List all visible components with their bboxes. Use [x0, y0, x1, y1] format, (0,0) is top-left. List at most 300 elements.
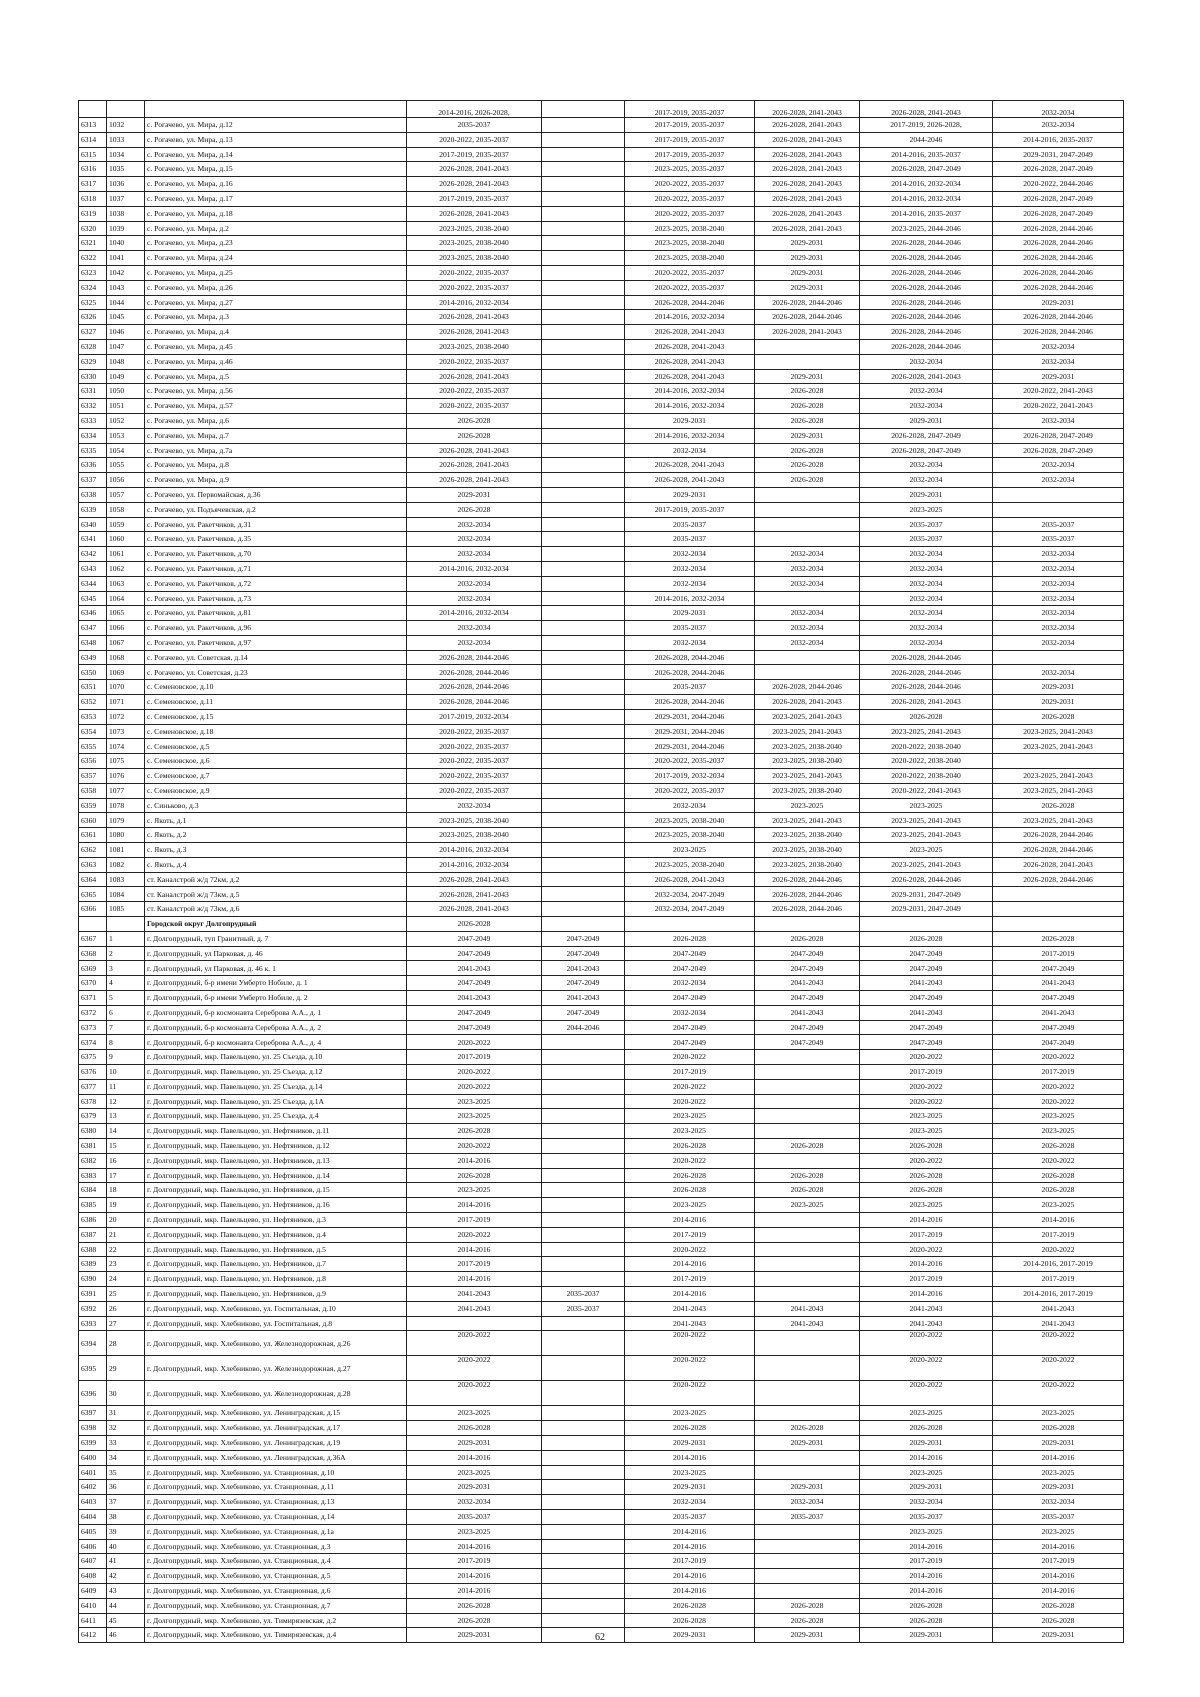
period-1-cell: 2017-2019, 2035-2037	[407, 191, 542, 206]
period-2-cell	[542, 872, 625, 887]
row-id-cell: 6370	[79, 976, 107, 991]
period-5-cell: 2041-2043	[860, 1316, 993, 1331]
period-6-cell: 2029-2031	[993, 1435, 1124, 1450]
period-5-cell: 2026-2028, 2044-2046	[860, 680, 993, 695]
period-6-cell: 2026-2028, 2044-2046	[993, 828, 1124, 843]
row-number-cell: 1068	[107, 650, 145, 665]
table-row	[79, 1124, 1124, 1139]
period-6-cell: 2029-2031	[993, 295, 1124, 310]
period-3-cell: 2014-2016, 2032-2034	[625, 399, 755, 414]
period-2-cell	[542, 339, 625, 354]
period-6-cell: 2032-2034	[993, 118, 1124, 133]
table-row	[79, 369, 1124, 384]
table-row	[79, 517, 1124, 532]
period-6-cell: 2023-2025	[993, 1124, 1124, 1139]
period-3-cell: 2023-2025	[625, 1465, 755, 1480]
period-1-cell: 2014-2016	[407, 1450, 542, 1465]
period-3-cell: 2026-2028, 2041-2043	[625, 354, 755, 369]
row-id-cell: 6408	[79, 1569, 107, 1584]
period-6-cell: 2047-2049	[993, 991, 1124, 1006]
row-id-cell: 6342	[79, 547, 107, 562]
period-4-cell: 2032-2034	[755, 606, 860, 621]
row-id-cell: 6373	[79, 1020, 107, 1035]
period-5-cell: 2023-2025, 2041-2043	[860, 857, 993, 872]
period-3-cell: 2017-2019	[625, 1272, 755, 1287]
row-id-cell: 6394	[79, 1331, 107, 1356]
row-id-cell: 6351	[79, 680, 107, 695]
period-5-cell: 2020-2022	[860, 1356, 993, 1381]
period-4-cell: 2023-2025, 2038-2040	[755, 754, 860, 769]
period-6-cell: 2032-2034	[993, 458, 1124, 473]
table-row	[79, 1005, 1124, 1020]
address-cell: с. Рогачево, ул. Мира, д.46	[145, 354, 407, 369]
period-5-cell: 2032-2034	[860, 606, 993, 621]
period-5-cell: 2026-2028, 2047-2049	[860, 443, 993, 458]
section-row	[79, 917, 1124, 932]
period-3-cell: 2017-2019, 2035-2037	[625, 132, 755, 147]
row-id-cell: 6337	[79, 473, 107, 488]
period-3-cell: 2026-2028, 2041-2043	[625, 872, 755, 887]
row-number-cell: 29	[107, 1356, 145, 1381]
period-5-cell: 2023-2025	[860, 502, 993, 517]
period-4-cell	[755, 1450, 860, 1465]
period-2-cell	[542, 665, 625, 680]
period-3-cell: 2035-2037	[625, 1509, 755, 1524]
address-cell: г. Долгопрудный, мкр. Павельцево, ул. 25 Съезда, д.14	[145, 1079, 407, 1094]
row-id-cell: 6314	[79, 132, 107, 147]
period-5-cell: 2029-2031, 2047-2049	[860, 887, 993, 902]
row-number-cell: 1078	[107, 798, 145, 813]
period-2-cell	[542, 1598, 625, 1613]
period-3-cell: 2032-2034, 2047-2049	[625, 887, 755, 902]
period-2-cell	[542, 724, 625, 739]
row-number-cell: 23	[107, 1257, 145, 1272]
period-1-cell: 2017-2019, 2032-2034	[407, 709, 542, 724]
table-row	[79, 1495, 1124, 1510]
period-4-cell: 2026-2028, 2044-2046	[755, 872, 860, 887]
address-cell: с. Рогачево, ул. Мира, д.12	[145, 118, 407, 133]
period-4-cell	[755, 591, 860, 606]
period-5-cell: 2026-2028, 2044-2046	[860, 265, 993, 280]
row-number-cell: 32	[107, 1421, 145, 1436]
period-1-cell: 2017-2019	[407, 1212, 542, 1227]
period-1-cell: 2032-2034	[407, 517, 542, 532]
period-4-cell: 2041-2043	[755, 1005, 860, 1020]
period-6-cell: 2032-2034	[993, 665, 1124, 680]
period-3-cell: 2017-2019, 2035-2037	[625, 502, 755, 517]
row-number-cell: 1036	[107, 177, 145, 192]
period-1-cell: 2020-2022, 2035-2037	[407, 132, 542, 147]
row-number-cell: 1073	[107, 724, 145, 739]
row-number-cell: 1064	[107, 591, 145, 606]
period-2-cell: 2041-2043	[542, 991, 625, 1006]
address-cell: г. Долгопрудный, мкр. Хлебниково, ул. Станционная, д.14	[145, 1509, 407, 1524]
address-cell: с. Рогачево, ул. Советская, д.23	[145, 665, 407, 680]
period-4-cell: 2026-2028, 2044-2046	[755, 902, 860, 917]
row-id-cell: 6393	[79, 1316, 107, 1331]
table-row	[79, 206, 1124, 221]
period-2-cell	[542, 132, 625, 147]
period-5-cell: 2047-2049	[860, 961, 993, 976]
row-number-cell: 44	[107, 1598, 145, 1613]
row-id-cell: 6323	[79, 265, 107, 280]
address-cell: г. Долгопрудный, мкр. Хлебниково, ул. Госпитальная, д.10	[145, 1301, 407, 1316]
period-4-cell	[755, 1257, 860, 1272]
row-number-cell: 1070	[107, 680, 145, 695]
period-5-cell: 2026-2028, 2044-2046	[860, 295, 993, 310]
row-number-cell: 45	[107, 1613, 145, 1628]
period-2-cell	[542, 1168, 625, 1183]
row-id-cell: 6384	[79, 1183, 107, 1198]
address-cell: ст. Каналстрой ж/д 73км, д.5	[145, 887, 407, 902]
period-2-cell	[542, 473, 625, 488]
table-row	[79, 798, 1124, 813]
period-6-cell: 2026-2028, 2047-2049	[993, 162, 1124, 177]
address-cell: г. Долгопрудный, мкр. Хлебниково, ул. Железнодорожная, д.28	[145, 1381, 407, 1406]
period-2-cell	[542, 621, 625, 636]
period-4-cell: 2029-2031	[755, 265, 860, 280]
address-cell: г. Долгопрудный, мкр. Хлебниково, ул. Ленинградская, д.17	[145, 1421, 407, 1436]
period-3-cell: 2026-2028, 2041-2043	[625, 369, 755, 384]
row-id-cell: 6403	[79, 1495, 107, 1510]
period-3-cell: 2026-2028	[625, 931, 755, 946]
row-id-cell: 6325	[79, 295, 107, 310]
period-1-cell: 2014-2016	[407, 1242, 542, 1257]
address-cell: с. Рогачево, ул. Ракетчиков, д.31	[145, 517, 407, 532]
period-4-cell: 2032-2034	[755, 635, 860, 650]
period-2-cell	[542, 251, 625, 266]
period-6-cell: 2023-2025, 2041-2043	[993, 724, 1124, 739]
period-3-cell: 2017-2019	[625, 1227, 755, 1242]
row-id-cell: 6358	[79, 783, 107, 798]
period-6-cell: 2029-2031, 2047-2049	[993, 147, 1124, 162]
period-1-cell: 2020-2022	[407, 1138, 542, 1153]
period-5-cell: 2026-2028	[860, 709, 993, 724]
row-id-cell: 6407	[79, 1554, 107, 1569]
table-row	[79, 961, 1124, 976]
period-1-cell: 2026-2028, 2041-2043	[407, 206, 542, 221]
period-2-cell	[542, 1198, 625, 1213]
address-cell: с. Семеновское, д.6	[145, 754, 407, 769]
row-number-cell: 1051	[107, 399, 145, 414]
period-4-cell: 2026-2028	[755, 1168, 860, 1183]
row-number-cell: 43	[107, 1583, 145, 1598]
period-1-cell: 2023-2025, 2038-2040	[407, 339, 542, 354]
period-1-cell: 2017-2019	[407, 1554, 542, 1569]
period-4-cell: 2023-2025, 2038-2040	[755, 843, 860, 858]
address-cell: г. Долгопрудный, б-р космонавта Сереброва А.А., д. 1	[145, 1005, 407, 1020]
period-5-cell: 2026-2028	[860, 1598, 993, 1613]
period-3-cell: 2023-2025, 2038-2040	[625, 857, 755, 872]
period-3-cell: 2026-2028, 2044-2046	[625, 665, 755, 680]
row-number-cell: 40	[107, 1539, 145, 1554]
period-3-cell: 2029-2031, 2044-2046	[625, 724, 755, 739]
period-3-cell: 2020-2022	[625, 1356, 755, 1381]
row-id-cell: 6409	[79, 1583, 107, 1598]
period-6-cell: 2023-2025, 2041-2043	[993, 783, 1124, 798]
period-6-cell: 2032-2034	[993, 561, 1124, 576]
table-row	[79, 384, 1124, 399]
period-2-cell	[542, 547, 625, 562]
period-5-cell: 2020-2022	[860, 1094, 993, 1109]
period-5-cell: 2026-2028	[860, 1138, 993, 1153]
period-4-cell	[755, 1465, 860, 1480]
period-3-cell: 2014-2016, 2032-2034	[625, 591, 755, 606]
period-6-cell: 2014-2016, 2017-2019	[993, 1257, 1124, 1272]
period-4-cell	[755, 517, 860, 532]
period-1-cell: 2047-2049	[407, 946, 542, 961]
row-id-cell: 6387	[79, 1227, 107, 1242]
row-number-cell: 46	[107, 1628, 145, 1643]
period-5-cell: 2032-2034	[860, 473, 993, 488]
period-4-cell	[755, 1381, 860, 1406]
address-cell: г. Долгопрудный, мкр. Хлебниково, ул. Станционная, д.3	[145, 1539, 407, 1554]
period-4-cell	[755, 1242, 860, 1257]
row-id-cell: 6411	[79, 1613, 107, 1628]
table-row	[79, 354, 1124, 369]
table-row	[79, 310, 1124, 325]
table-row	[79, 1109, 1124, 1124]
period-6-cell: 2020-2022	[993, 1356, 1124, 1381]
address-cell: г. Долгопрудный, мкр. Хлебниково, ул. Тимирязевская, д.4	[145, 1628, 407, 1643]
table-row	[79, 576, 1124, 591]
period-3-cell: 2032-2034	[625, 798, 755, 813]
period-6-cell: 2032-2034	[993, 1495, 1124, 1510]
row-id-cell: 6382	[79, 1153, 107, 1168]
period-4-cell: 2029-2031	[755, 280, 860, 295]
period-1-cell: 2023-2025	[407, 1094, 542, 1109]
period-1-cell: 2020-2022, 2035-2037	[407, 724, 542, 739]
period-1-cell: 2023-2025, 2038-2040	[407, 813, 542, 828]
row-number-cell: 22	[107, 1242, 145, 1257]
period-4-cell: 2023-2025, 2041-2043	[755, 769, 860, 784]
period-4-cell: 2029-2031	[755, 369, 860, 384]
period-1-cell: 2026-2028	[407, 502, 542, 517]
row-id-cell: 6401	[79, 1465, 107, 1480]
row-id-cell: 6350	[79, 665, 107, 680]
period-1-cell: 2026-2028, 2044-2046	[407, 680, 542, 695]
row-id-cell: 6313	[79, 118, 107, 133]
period-2-cell	[542, 813, 625, 828]
period-5-cell: 2023-2025	[860, 1465, 993, 1480]
period-4-cell: 2026-2028	[755, 1613, 860, 1628]
address-cell: г. Долгопрудный, мкр. Павельцево, ул. Нефтяников, д.13	[145, 1153, 407, 1168]
address-cell: с. Рогачево, ул. Мира, д.17	[145, 191, 407, 206]
table-row	[79, 1331, 1124, 1356]
period-4-cell	[755, 1272, 860, 1287]
period-4-cell: 2041-2043	[755, 976, 860, 991]
period-5-cell: 2017-2019, 2026-2028,	[860, 118, 993, 133]
period-6-cell: 2041-2043	[993, 1005, 1124, 1020]
row-id-cell: 6333	[79, 413, 107, 428]
table-row	[79, 1035, 1124, 1050]
period-3-cell: 2032-2034	[625, 561, 755, 576]
period-1-cell: 2032-2034	[407, 1495, 542, 1510]
period-5-cell: 2023-2025, 2041-2043	[860, 813, 993, 828]
address-cell: с. Семеновское, д.18	[145, 724, 407, 739]
table-row	[79, 872, 1124, 887]
period-4-cell: 2023-2025, 2038-2040	[755, 739, 860, 754]
period-6-cell: 2026-2028, 2044-2046	[993, 843, 1124, 858]
period-2-cell	[542, 1109, 625, 1124]
period-1-cell: 2026-2028, 2041-2043	[407, 872, 542, 887]
row-id-cell: 6327	[79, 325, 107, 340]
table-row	[79, 1524, 1124, 1539]
address-cell: г. Долгопрудный, мкр. Хлебниково, ул. Ленинградская, д.15	[145, 1406, 407, 1421]
period-3-cell: 2035-2037	[625, 517, 755, 532]
period-6-cell: 2020-2022	[993, 1079, 1124, 1094]
period-3-cell	[625, 917, 755, 932]
period-6-cell: 2017-2019	[993, 1554, 1124, 1569]
period-3-cell: 2020-2022, 2035-2037	[625, 754, 755, 769]
address-cell: с. Рогачево, ул. Подъячевская, д.2	[145, 502, 407, 517]
period-5-cell: 2032-2034	[860, 399, 993, 414]
period-5-cell: 2020-2022, 2038-2040	[860, 754, 993, 769]
period-5-cell: 2023-2025, 2041-2043	[860, 828, 993, 843]
row-number-cell: 1048	[107, 354, 145, 369]
period-6-cell	[993, 650, 1124, 665]
address-cell: с. Синьково, д.3	[145, 798, 407, 813]
period-3-cell: 2026-2028	[625, 1168, 755, 1183]
table-row	[79, 635, 1124, 650]
table-row	[79, 754, 1124, 769]
row-number-cell: 1041	[107, 251, 145, 266]
period-1-cell	[407, 1316, 542, 1331]
period-2-cell	[542, 902, 625, 917]
period-2-cell	[542, 828, 625, 843]
period-3-cell: 2047-2049	[625, 946, 755, 961]
period-3-cell: 2029-2031	[625, 487, 755, 502]
row-number-cell: 1055	[107, 458, 145, 473]
row-id-cell: 6362	[79, 843, 107, 858]
row-id-cell: 6349	[79, 650, 107, 665]
table-row	[79, 680, 1124, 695]
period-1-cell: 2020-2022	[407, 1331, 542, 1356]
period-5-cell: 2023-2025	[860, 843, 993, 858]
address-cell: г. Долгопрудный, б-р имени Умберто Нобиле, д. 1	[145, 976, 407, 991]
row-id-cell: 6320	[79, 221, 107, 236]
period-1-cell: 2020-2022, 2035-2037	[407, 280, 542, 295]
head-period-3: 2017-2019, 2035-2037	[625, 101, 755, 118]
period-1-cell: 2032-2034	[407, 547, 542, 562]
period-1-cell: 2014-2016, 2032-2034	[407, 295, 542, 310]
period-3-cell: 2032-2034, 2047-2049	[625, 902, 755, 917]
period-4-cell: 2023-2025, 2041-2043	[755, 813, 860, 828]
period-3-cell: 2026-2028	[625, 1138, 755, 1153]
row-id-cell: 6324	[79, 280, 107, 295]
period-6-cell: 2035-2037	[993, 1509, 1124, 1524]
period-2-cell	[542, 709, 625, 724]
period-4-cell: 2023-2025, 2041-2043	[755, 724, 860, 739]
row-number-cell: 1076	[107, 769, 145, 784]
address-cell: с. Якоть, д.2	[145, 828, 407, 843]
period-2-cell	[542, 354, 625, 369]
address-cell: с. Рогачево, ул. Мира, д.24	[145, 251, 407, 266]
row-number-cell: 27	[107, 1316, 145, 1331]
period-3-cell: 2029-2031, 2044-2046	[625, 709, 755, 724]
period-4-cell	[755, 1109, 860, 1124]
period-4-cell: 2026-2028, 2041-2043	[755, 695, 860, 710]
period-3-cell: 2023-2025, 2038-2040	[625, 236, 755, 251]
table-row	[79, 280, 1124, 295]
period-3-cell: 2023-2025	[625, 1198, 755, 1213]
period-1-cell: 2020-2022, 2035-2037	[407, 754, 542, 769]
row-id-cell: 6356	[79, 754, 107, 769]
row-id-cell: 6335	[79, 443, 107, 458]
period-5-cell: 2020-2022, 2038-2040	[860, 739, 993, 754]
row-id-cell: 6344	[79, 576, 107, 591]
period-4-cell: 2023-2025, 2038-2040	[755, 828, 860, 843]
table-row	[79, 473, 1124, 488]
period-4-cell: 2023-2025	[755, 1198, 860, 1213]
table-row	[79, 1316, 1124, 1331]
period-3-cell: 2032-2034	[625, 1005, 755, 1020]
period-6-cell: 2017-2019	[993, 1272, 1124, 1287]
period-4-cell: 2032-2034	[755, 576, 860, 591]
period-4-cell: 2026-2028	[755, 473, 860, 488]
period-5-cell: 2014-2016	[860, 1212, 993, 1227]
period-4-cell: 2047-2049	[755, 991, 860, 1006]
period-4-cell: 2026-2028	[755, 443, 860, 458]
row-number-cell: 34	[107, 1450, 145, 1465]
period-3-cell: 2017-2019	[625, 1065, 755, 1080]
table-row	[79, 724, 1124, 739]
period-6-cell: 2026-2028, 2041-2043	[993, 857, 1124, 872]
row-id-cell: 6347	[79, 621, 107, 636]
table-row	[79, 1168, 1124, 1183]
row-id-cell: 6377	[79, 1079, 107, 1094]
table-row	[79, 1539, 1124, 1554]
table-row	[79, 621, 1124, 636]
period-1-cell: 2026-2028	[407, 428, 542, 443]
table-row	[79, 828, 1124, 843]
row-id-cell: 6343	[79, 561, 107, 576]
period-5-cell: 2014-2016	[860, 1450, 993, 1465]
period-5-cell: 2035-2037	[860, 1509, 993, 1524]
period-3-cell: 2017-2019, 2035-2037	[625, 118, 755, 133]
table-row	[79, 1301, 1124, 1316]
period-2-cell	[542, 1406, 625, 1421]
table-row	[79, 502, 1124, 517]
period-1-cell: 2026-2028	[407, 1598, 542, 1613]
address-cell: с. Якоть, д.4	[145, 857, 407, 872]
period-4-cell: 2026-2028, 2041-2043	[755, 206, 860, 221]
row-id-cell: 6385	[79, 1198, 107, 1213]
row-number-cell: 1033	[107, 132, 145, 147]
period-3-cell: 2047-2049	[625, 991, 755, 1006]
address-cell: ст. Каналстрой ж/д 72км, д.2	[145, 872, 407, 887]
period-1-cell: 2014-2016, 2032-2034	[407, 561, 542, 576]
table-row	[79, 1183, 1124, 1198]
address-cell: с. Рогачево, ул. Мира, д.25	[145, 265, 407, 280]
row-id-cell: 6357	[79, 769, 107, 784]
table-row	[79, 695, 1124, 710]
period-5-cell: 2026-2028	[860, 931, 993, 946]
row-id-cell: 6405	[79, 1524, 107, 1539]
period-2-cell	[542, 1554, 625, 1569]
address-cell: с. Рогачево, ул. Мира, д.18	[145, 206, 407, 221]
period-2-cell: 2047-2049	[542, 1005, 625, 1020]
period-6-cell: 2026-2028, 2044-2046	[993, 872, 1124, 887]
table-row	[79, 1450, 1124, 1465]
row-id-cell: 6316	[79, 162, 107, 177]
table-row	[79, 1569, 1124, 1584]
row-number-cell: 1038	[107, 206, 145, 221]
address-cell: с. Рогачево, ул. Ракетчиков, д.71	[145, 561, 407, 576]
period-6-cell: 2023-2025	[993, 1406, 1124, 1421]
row-id-cell: 6355	[79, 739, 107, 754]
period-2-cell: 2035-2037	[542, 1301, 625, 1316]
